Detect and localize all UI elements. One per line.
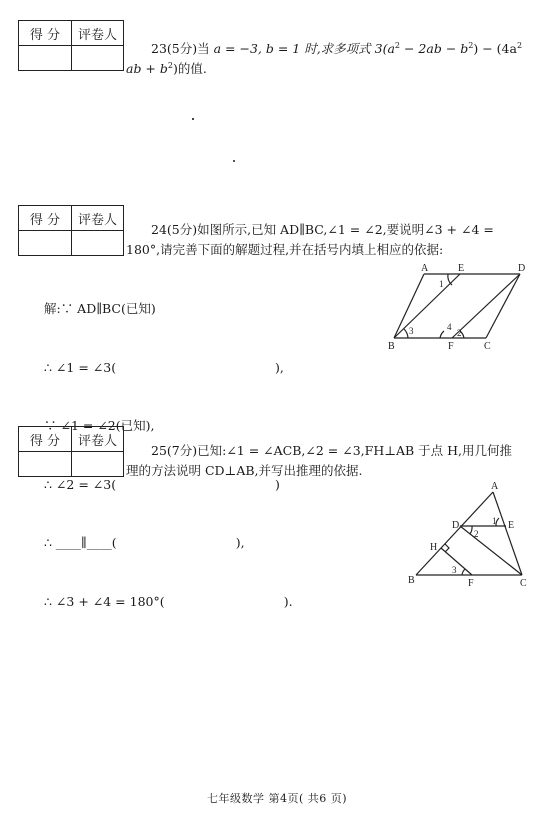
score-cell <box>19 231 72 256</box>
label-E: E <box>508 520 515 531</box>
grader-cell <box>72 452 124 477</box>
label-angle-2: 2 <box>474 529 479 539</box>
q23-text-2: a = −3, b = 1 时,求多项式 3(a <box>213 41 395 57</box>
solution-step: ∴ ∠2 = ∠3( ) <box>44 476 280 492</box>
label-H: H <box>430 542 438 553</box>
label-C: C <box>484 341 491 352</box>
question-24-line2: 180°,请完善下面的解题过程,并在括号内填上相应的依据: <box>126 242 444 257</box>
q23-exp-3: 2 <box>516 41 523 50</box>
score-box-q24 <box>18 205 124 256</box>
scan-speck <box>233 160 235 162</box>
q23-text-4: ) − (4a <box>473 41 517 57</box>
label-angle-2: 2 <box>457 328 462 338</box>
segment-DC <box>460 526 522 575</box>
question-25-line2: 理的方法说明 CD⊥AB,并写出推理的依据. <box>126 463 363 478</box>
label-angle-4: 4 <box>447 322 452 332</box>
question-25: 25(7分)已知:∠1 = ∠ACB,∠2 = ∠3,FH⊥AB 于点 H,用几何推 <box>151 443 513 458</box>
angle-2-arc <box>470 526 472 534</box>
score-label: 得 分 <box>19 206 72 231</box>
angle-4-arc <box>440 331 444 338</box>
score-cell <box>19 452 72 477</box>
q23-text-6: )的值. <box>172 61 207 77</box>
q23-text-5: ab + b <box>126 61 168 77</box>
solution-step: ∵ ∠1 = ∠2(已知), <box>44 418 155 433</box>
question-23-line2 <box>126 56 207 79</box>
right-angle-mark <box>445 544 449 552</box>
score-box-q23 <box>18 20 124 71</box>
q23-exp-4: 2 <box>167 61 173 70</box>
q23-exp-1: 2 <box>394 41 401 50</box>
label-angle-3: 3 <box>452 565 457 575</box>
segment-AC <box>493 492 522 575</box>
segment-DF <box>452 274 520 338</box>
score-label: 得 分 <box>19 427 72 452</box>
scan-speck <box>192 118 194 120</box>
page-footer: 七年级数学 第4页( 共6 页) <box>206 792 348 805</box>
q23-exp-2: 2 <box>468 41 474 50</box>
angle-3-arc <box>404 329 408 338</box>
question-24: 24(5分)如图所示,已知 AD∥BC,∠1 = ∠2,要说明∠3 + ∠4 = <box>151 222 494 237</box>
grader-label: 评卷人 <box>72 427 124 452</box>
label-F: F <box>448 341 454 352</box>
score-box-q25 <box>18 426 124 477</box>
label-B: B <box>388 341 395 352</box>
score-label: 得 分 <box>19 21 72 46</box>
label-C: C <box>520 578 527 589</box>
grader-label: 评卷人 <box>72 21 124 46</box>
grader-label: 评卷人 <box>72 206 124 231</box>
q24-figure <box>382 262 532 354</box>
solution-step: ∴ ____∥____( ), <box>44 535 245 550</box>
label-angle-1: 1 <box>492 516 497 526</box>
label-E: E <box>458 263 465 274</box>
label-angle-1: 1 <box>439 279 444 289</box>
label-angle-3: 3 <box>409 326 414 336</box>
angle-1-arc <box>448 274 452 285</box>
q23-text-1: 23(5分)当 <box>151 41 214 57</box>
grader-cell <box>72 231 124 256</box>
label-A: A <box>421 263 429 274</box>
solution-step: ∴ ∠1 = ∠3( ), <box>44 359 284 375</box>
solution-step: 解:∵ AD∥BC(已知) <box>44 301 156 316</box>
label-F: F <box>468 578 474 589</box>
label-A: A <box>491 481 499 492</box>
segment-AB <box>416 492 493 575</box>
label-D: D <box>452 520 460 531</box>
label-B: B <box>408 575 415 586</box>
grader-cell <box>72 46 124 71</box>
score-cell <box>19 46 72 71</box>
q25-figure <box>400 480 540 595</box>
label-D: D <box>518 263 526 274</box>
angle-3-arc <box>462 569 465 575</box>
solution-step: ∴ ∠3 + ∠4 = 180°( ). <box>44 593 293 609</box>
q23-text-3: − 2ab − b <box>400 41 469 57</box>
segment-DC <box>486 274 520 338</box>
